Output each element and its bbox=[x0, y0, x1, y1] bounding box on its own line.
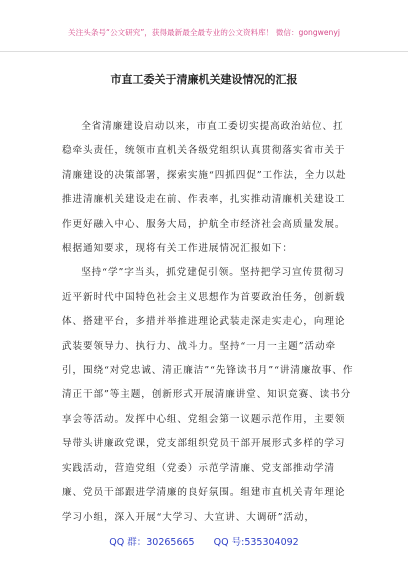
page-header bbox=[0, 0, 408, 52]
footer-qq-group: QQ 群：30265665 bbox=[109, 537, 195, 548]
body-paragraph: 全省清廉建设启动以来，市直工委切实提高政治站位、扛稳牵头责任，统领市直机关各级党组织认真贯彻落实省市关于清廉建设的决策部署，探索实施“四抓四促”工作法，全力以赴推进清廉机关建设走在前、作表率，扎实推动清廉机关建设工作更好融入中心、服务大局，护航全市经济社会高质量发展。根据通知要求，现将有关工作进展情况汇报如下： bbox=[62, 121, 347, 255]
page-footer bbox=[0, 534, 408, 548]
header-promo-text: 关注头条号“公文研究”，获得最新最全最专业的公文资料库！ 微信：gongwenyj bbox=[68, 28, 340, 37]
footer-qq-number: QQ 号:535304092 bbox=[213, 537, 299, 548]
body-paragraph: 坚持“学”字当头，抓党建促引领。坚持把学习宣传贯彻习近平新时代中国特色社会主义思想作为首要政治任务，创新载体、搭建平台，多措并举推进理论武装走深走实走心，向理论武装要领导力、执行力、战斗力。坚持“一月一主题”活动牵引，围绕“对党忠诚、清正廉洁”“先锋读书月”“讲清廉故事、作清正干部”等主题，创新形式开展清廉讲堂、知识竞赛、读书分享会等活动。发挥中心组、党组会第一议题示范作用，主要领导带头讲廉政党课，党支部组织党员干部开展形式多样的学习实践活动，营造党组（党委）示范学清廉、党支部推动学清廉、党员干部跟进学清廉的良好氛围。组建市直机关青年理论学习小组，深入开展“大学习、大宣讲、大调研”活动， bbox=[62, 267, 354, 523]
document-body bbox=[62, 115, 354, 530]
document-title: 市直工委关于清廉机关建设情况的汇报 bbox=[110, 73, 298, 86]
